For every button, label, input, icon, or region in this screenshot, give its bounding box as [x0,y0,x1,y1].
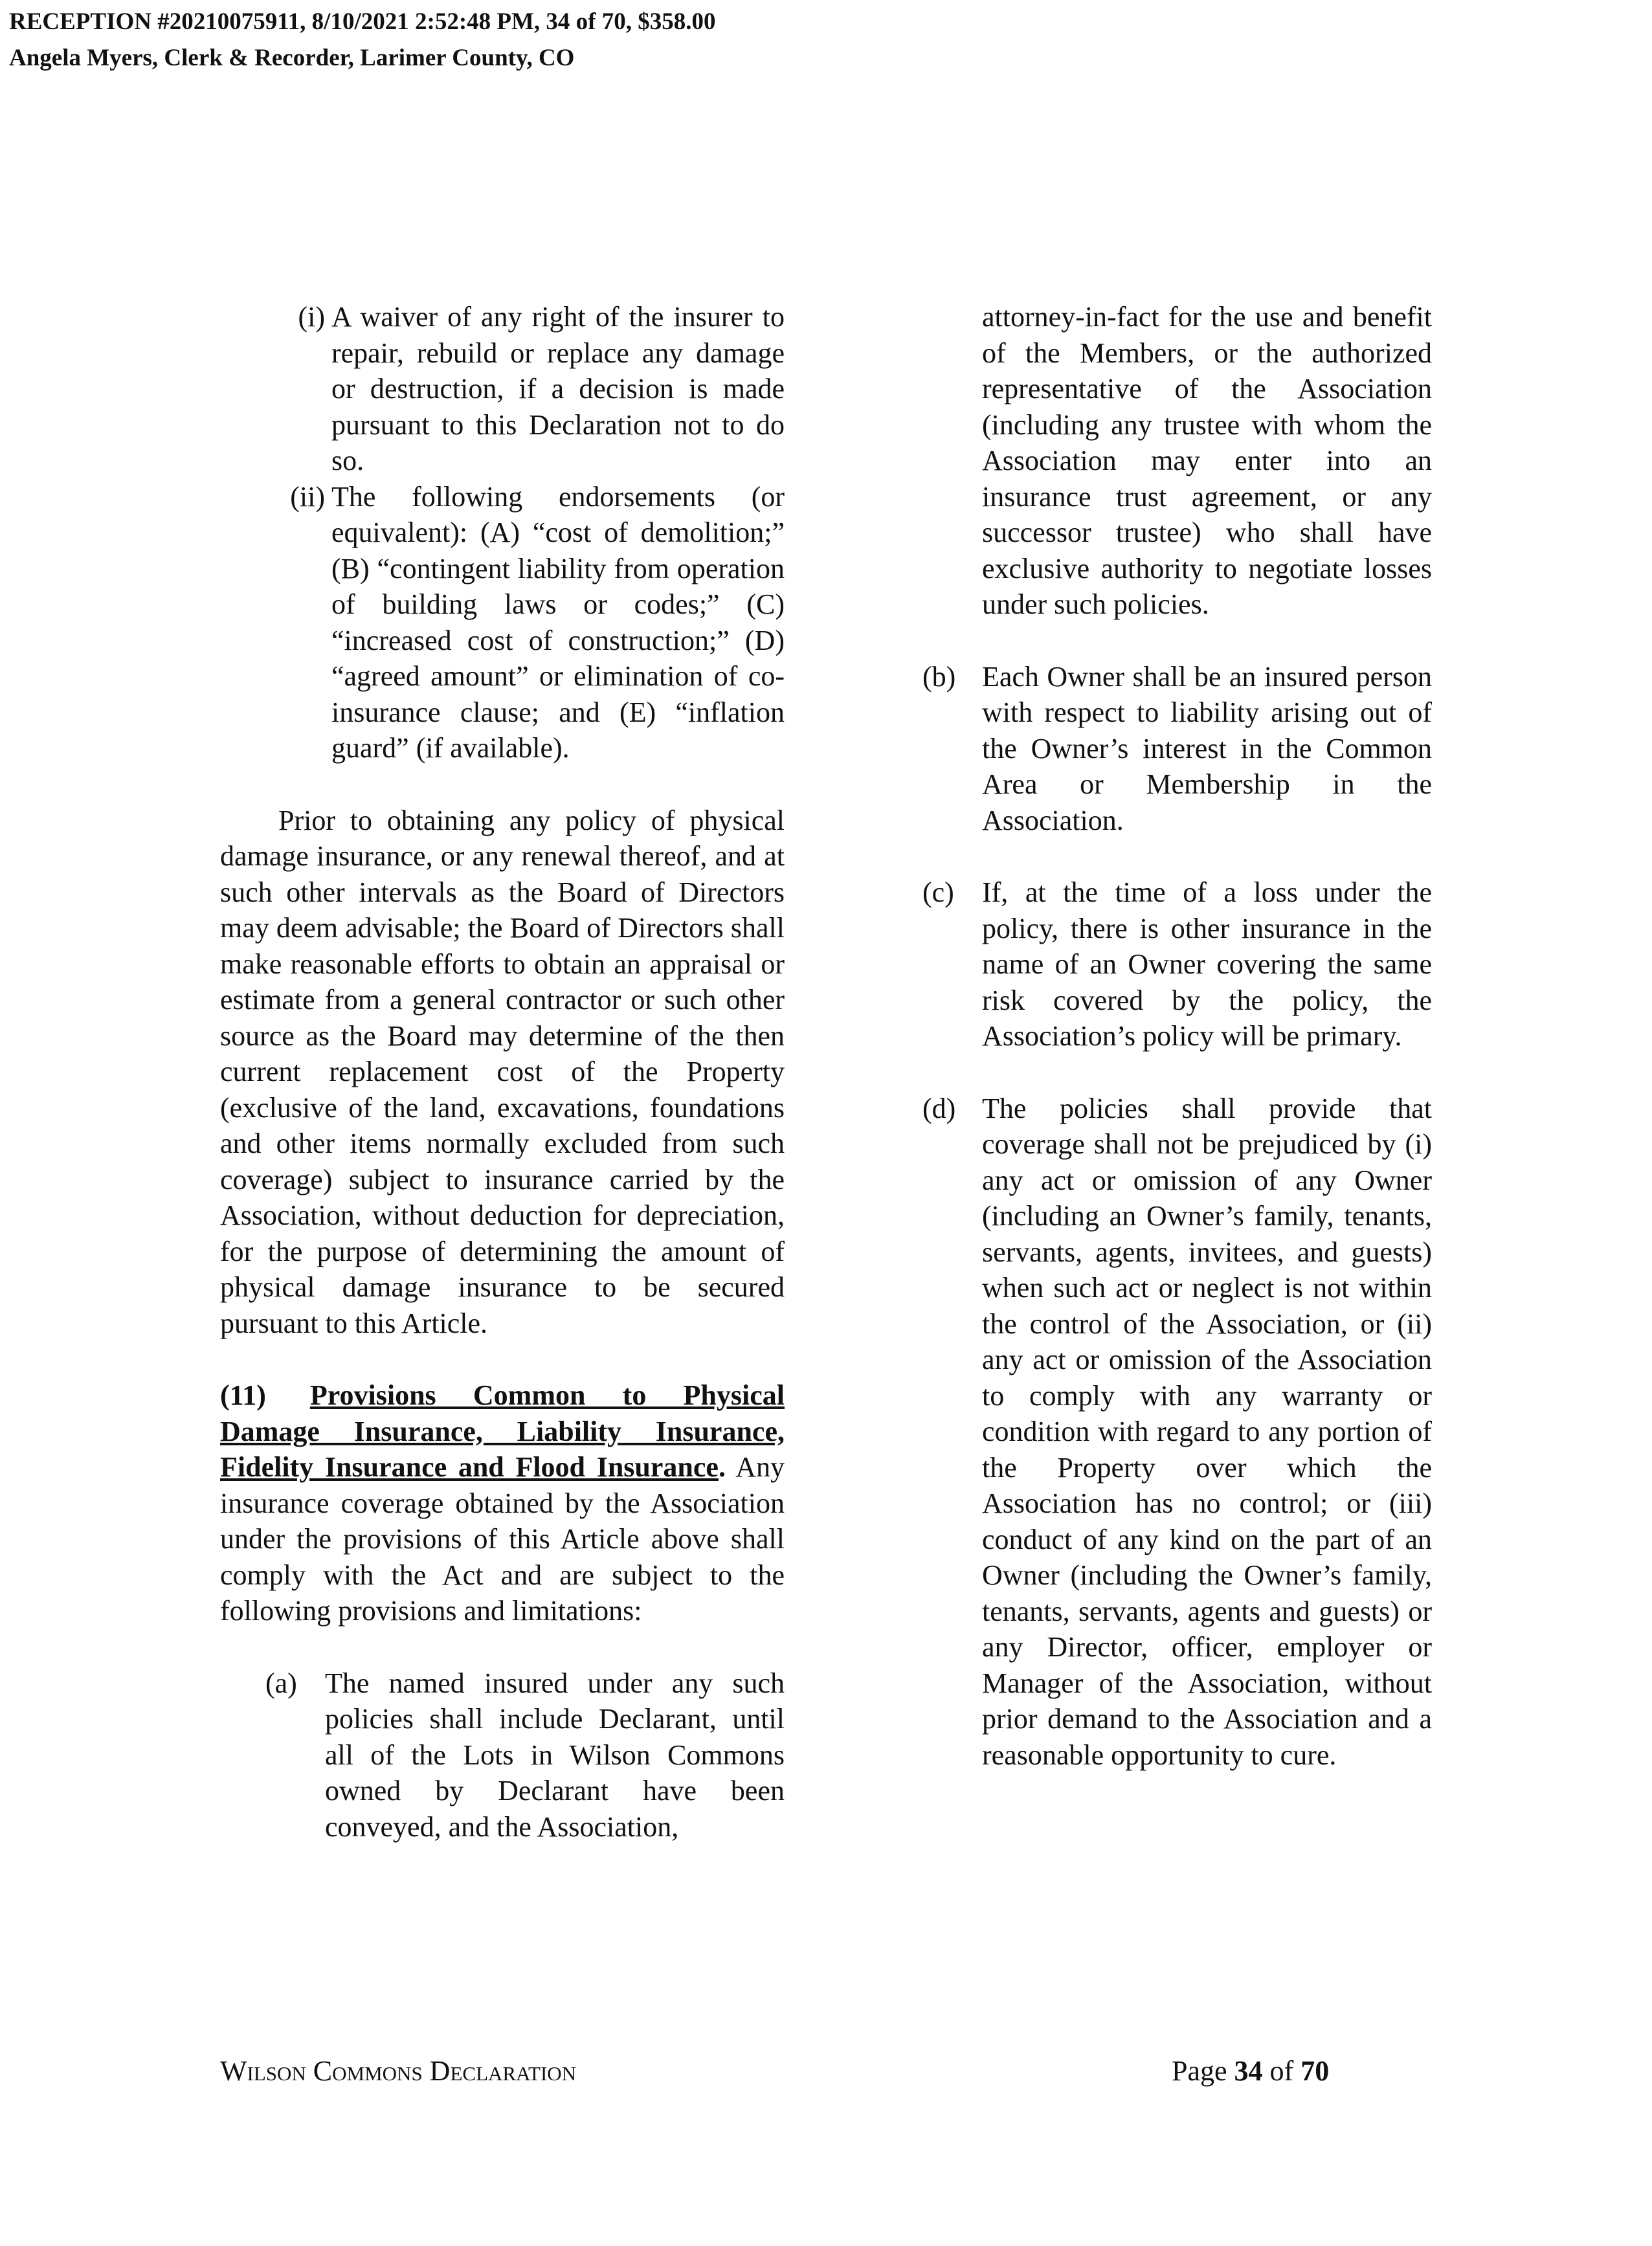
recording-stamp [9,4,715,76]
item-text: The following endorsements (or equivalent): (A) “cost of demolition;” (B) “contingent liability from operation of building laws or codes;” (C) “increased cost of construction;” (D) “agreed amount” or elimination of co-insurance clause; and (E) “inflation guard” (if available). [331,480,785,764]
reception-line: RECEPTION #20210075911, 8/10/2021 2:52:48 PM, 34 of 70, $358.00 [9,8,716,35]
item-label: (d) [922,1092,956,1124]
appraisal-paragraph: Prior to obtaining any policy of physical damage insurance, or any renewal thereof, and at such other intervals as the Board of Directors may deem advisable; the Board of Directors shall make reasonable efforts to obtain an appraisal or estimate from a general contractor or such other source as the Board may determine of the then current replacement cost of the Property (exclusive of the land, excavations, foundations and other items normally excluded from such coverage) subject to insurance carried by the Association, without deduction for depreciation, for the purpose of determining the amount of physical damage insurance to be secured pursuant to this Article. [220,804,785,1339]
item-text: The policies shall provide that coverage shall not be prejudiced by (i) any act or omission of any Owner (including an Owner’s family, tenants, servants, agents, invitees, and guests) when such act or neglect is not within the control of the Association, or (ii) any act or omission of the Association to comply with any warranty or condition with regard to any portion of the Property over which the Association has no control; or (iii) conduct of any kind on the part of an Owner (including the Owner’s family, tenants, servants, agents and guests) or any Director, officer, employer or Manager of the Association, without prior demand to the Association and a reasonable opportunity to cure. [982,1092,1432,1771]
item-label: (ii) [290,480,325,513]
clerk-line: Angela Myers, Clerk & Recorder, Larimer County, CO [9,45,575,71]
item-text: The named insured under any such policies shall include Declarant, until all of the Lots in Wilson Commons owned by Declarant have been conveyed, and the Association, [325,1667,785,1843]
section-title-period: . [718,1451,726,1483]
page-current: 34 [1234,2055,1263,2087]
page-total: 70 [1300,2055,1330,2087]
item-label: (a) [265,1667,297,1699]
item-label: (b) [922,660,956,693]
document-title: Wilson Commons Declaration [220,2055,577,2087]
left-column [220,299,785,1845]
section-title: Provisions Common to Physical Damage Insurance, Liability Insurance, Fidelity Insurance and Flood Insurance [220,1379,785,1483]
item-text: A waiver of any right of the insurer to repair, rebuild or replace any damage or destruction, if a decision is made pursuant to this Declaration not to do so. [331,301,785,476]
page-number [1172,2053,1329,2089]
list-item-i [265,299,785,479]
item-text: If, at the time of a loss under the policy, there is other insurance in the name of an Owner covering the same risk covered by the policy, the Association’s policy will be primary. [982,876,1432,1052]
item-label: (c) [922,876,954,908]
item-label: (i) [298,301,325,333]
section-number: (11) [220,1379,266,1411]
page-of: of [1262,2055,1301,2087]
list-item-ii [265,479,785,766]
section-body: Any insurance coverage obtained by the Association under the provisions of this Article above shall comply with the Act and are subject to the following provisions and limitations: [220,1451,785,1627]
list-item-b [922,659,1432,839]
section-11 [220,1377,785,1629]
item-text: Each Owner shall be an insured person with respect to liability arising out of the Owner’s interest in the Common Area or Membership in the Association. [982,660,1432,836]
right-column [922,299,1432,1773]
item-a-continuation: attorney-in-fact for the use and benefit of the Members, or the authorized representative of the Association (including any trustee with whom the Association may enter into an insurance trust agreement, or any successor trustee) who shall have exclusive authority to negotiate losses under such policies. [982,301,1432,620]
list-item-c [922,874,1432,1054]
list-item-d [922,1091,1432,1773]
list-item-a [265,1665,785,1845]
page-prefix: Page [1172,2055,1234,2087]
